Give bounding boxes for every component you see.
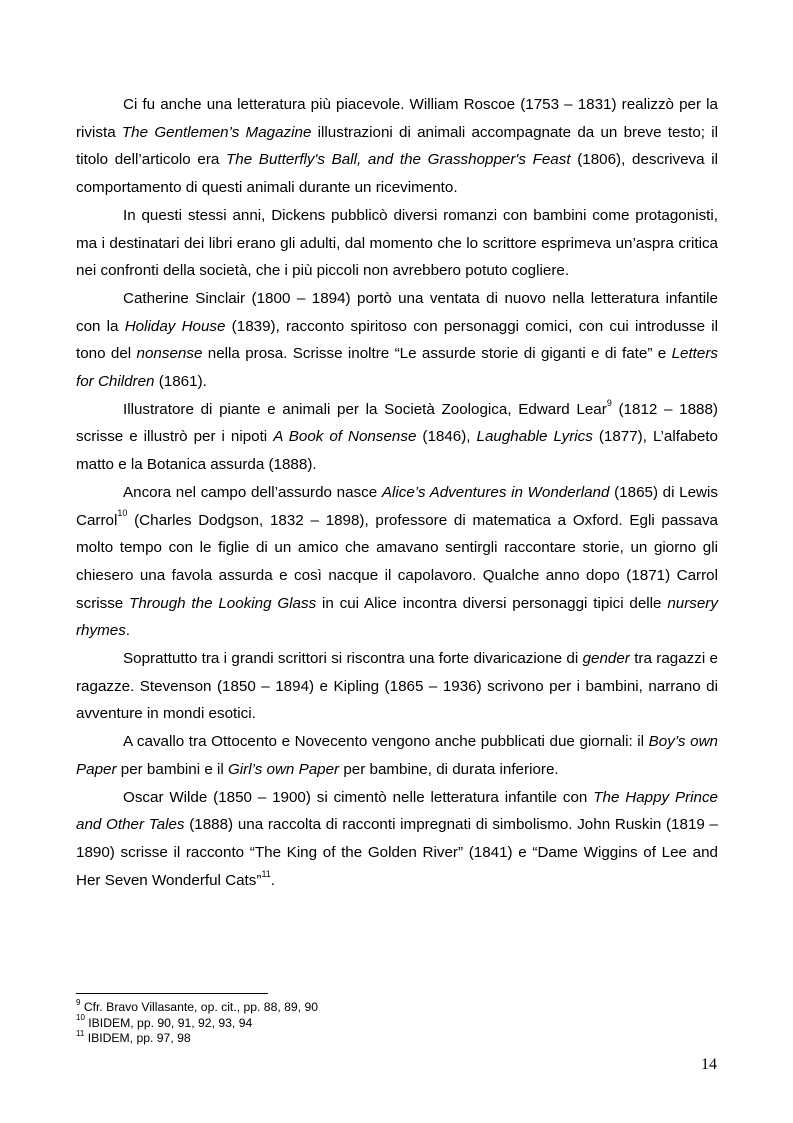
text-run: (1812 – 1888) scrisse e illustrò per i nipoti	[76, 400, 718, 446]
text-run: Soprattutto tra i grandi scrittori si riscontra una forte divaricazione di	[123, 650, 583, 668]
italic-text: Letters for Children	[76, 345, 718, 391]
italic-text: Boy’s own Paper	[76, 733, 718, 778]
footnote-ref: 9	[606, 397, 612, 408]
italic-text: Holiday House	[124, 317, 226, 335]
paragraph	[76, 479, 718, 645]
text-run: .	[270, 871, 276, 889]
footnote-number: 10	[76, 1013, 85, 1023]
text-run: Ancora nel campo dell’assurdo nasce	[123, 483, 382, 501]
paragraph	[76, 396, 718, 479]
text-run: (1877), L’alfabeto matto e la Botanica assurda (1888).	[76, 428, 718, 474]
text-run: .	[125, 622, 131, 640]
italic-text: gender	[582, 650, 630, 668]
italic-text: nursery rhymes	[76, 594, 718, 640]
paragraph	[76, 728, 718, 783]
paragraph	[76, 91, 718, 202]
footnote	[76, 997, 319, 1016]
paragraph	[76, 784, 718, 895]
text-run: (1861).	[154, 373, 207, 391]
footnote-ref: 10	[117, 508, 128, 519]
text-run: Ci fu anche una letteratura più piacevole. William Roscoe (1753 – 1831) realizzò per la rivista	[76, 96, 718, 141]
text-run: (1865) di Lewis Carrol	[76, 483, 718, 529]
text-run: in cui Alice incontra diversi personaggi tipici delle	[316, 594, 668, 612]
text-run: (1839), racconto spiritoso con personaggi comici, con cui introdusse il tono del	[76, 317, 719, 363]
footnote	[76, 1013, 318, 1032]
italic-text: The Butterfly's Ball, and the Grasshopper's Feast	[225, 151, 571, 169]
text-run: (1806), descriveva il comportamento di questi animali durante un ricevimento.	[76, 151, 718, 197]
text-run: Illustratore di piante e animali per la Società Zoologica, Edward Lear	[123, 400, 607, 418]
footnote	[76, 1028, 318, 1047]
paragraph	[76, 202, 718, 285]
footnote-ref: 11	[261, 868, 271, 879]
footnote-text: Cfr. Bravo Villasante, op. cit., pp. 88, 89, 90	[80, 1000, 319, 1014]
text-run: A cavallo tra Ottocento e Novecento vengono anche pubblicati due giornali: il	[123, 733, 649, 751]
text-run: Oscar Wilde (1850 – 1900) si cimentò nelle letteratura infantile con	[123, 788, 594, 806]
text-run: illustrazioni di animali accompagnate da un breve testo; il titolo dell’articolo era	[76, 123, 718, 169]
italic-text: Laughable Lyrics	[476, 428, 593, 446]
footnotes	[76, 997, 319, 1047]
text-run: (1888) una raccolta di racconti impregnati di simbolismo. John Ruskin (1819 – 1890) scrisse il racconto “The King of the Golden River” (1841) e “Dame Wiggins of Lee and Her Seven Wonderful Cats”	[76, 816, 718, 889]
italic-text: A Book of Nonsense	[273, 428, 417, 446]
footnote-separator	[76, 993, 268, 994]
footnote-number: 9	[76, 997, 81, 1007]
italic-text: The Happy Prince and Other Tales	[76, 788, 719, 834]
footnote-text: IBIDEM, pp. 97, 98	[84, 1031, 191, 1045]
page-number: 14	[701, 1056, 717, 1073]
text-run: tra ragazzi e ragazze. Stevenson (1850 – 1894) e Kipling (1865 – 1936) scrivono per i bambini, narrano di avventure in mondi esotici.	[76, 650, 718, 723]
text-run: nella prosa. Scrisse inoltre “Le assurde storie di giganti e di fate” e	[202, 345, 672, 363]
italic-text: Through the Looking Glass	[129, 594, 317, 612]
text-run: per bambine, di durata inferiore.	[339, 760, 559, 778]
text-run: Catherine Sinclair (1800 – 1894) portò una ventata di nuovo nella letteratura infantile con la	[76, 289, 718, 335]
text-run: (1846),	[416, 428, 477, 446]
italic-text: Alice’s Adventures in Wonderland	[381, 483, 610, 501]
text-run: (Charles Dodgson, 1832 – 1898), professore di matematica a Oxford. Egli passava molto tempo con le figlie di un amico che amavano sentirgli raccontare storie, un giorno gli chiesero una favola assurda e così nacque il capolavoro. Qualche anno dopo (1871) Carrol scrisse	[76, 511, 718, 612]
text-run: In questi stessi anni, Dickens pubblicò diversi romanzi con bambini come protagonisti, ma i destinatari dei libri erano gli adulti, dal momento che lo scrittore esprimeva un’aspra critica nei confronti della società, che i più piccoli non avrebbero potuto cogliere.	[76, 206, 718, 280]
italic-text: nonsense	[136, 345, 203, 363]
footnote-text: IBIDEM, pp. 90, 91, 92, 93, 94	[84, 1015, 253, 1030]
italic-text: The Gentlemen’s Magazine	[121, 123, 312, 141]
paragraph	[76, 645, 718, 728]
body-text	[76, 91, 718, 894]
paragraph	[76, 285, 718, 396]
text-run: per bambini e il	[116, 760, 228, 778]
italic-text: Girl’s own Paper	[227, 760, 340, 778]
footnote-number: 11	[76, 1028, 85, 1038]
